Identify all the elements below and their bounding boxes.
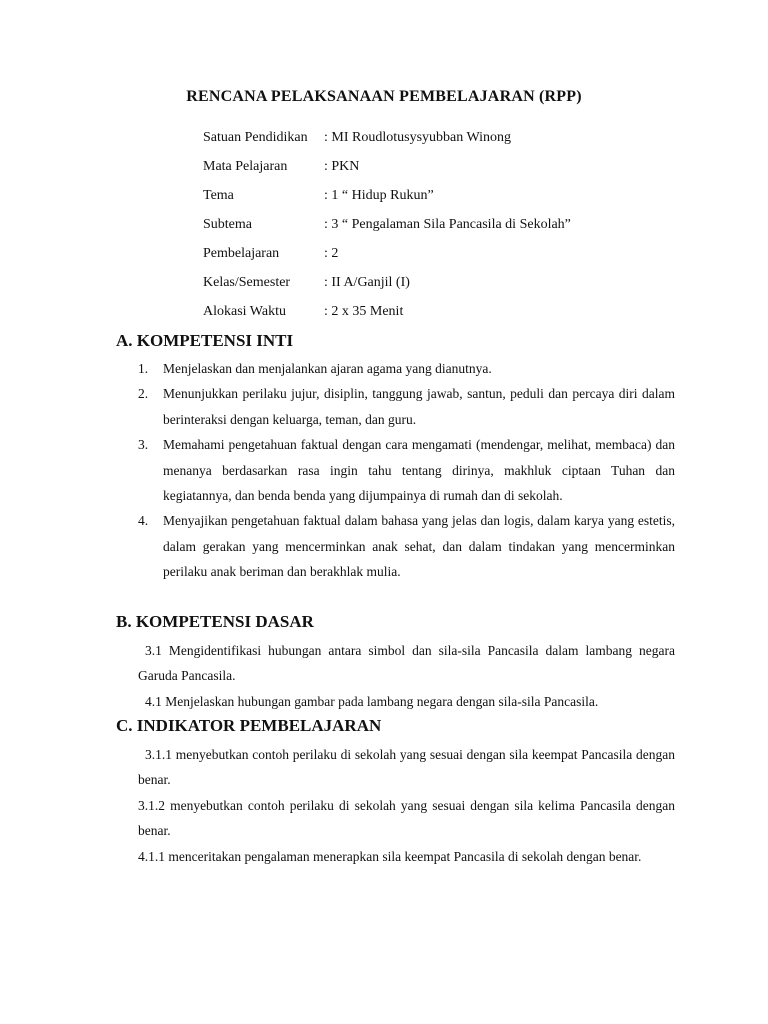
meta-row-alokasi-waktu [203, 301, 571, 330]
list-text: Memahami pengetahuan faktual dengan cara mengamati (mendengar, melihat, membaca) dan menanya berdasarkan rasa ingin tahu tentang dirinya, makhluk ciptaan Tuhan dan kegiatannya, dan benda benda yang dijumpainya di rumah dan di sekolah. [163, 437, 675, 504]
meta-row-kelas-semester [203, 272, 571, 301]
meta-label: Pembelajaran [203, 246, 280, 261]
meta-value: : 2 [324, 246, 339, 261]
list-text: Menjelaskan dan menjalankan ajaran agama yang dianutnya. [163, 361, 492, 376]
meta-label: Mata Pelajaran [203, 159, 288, 174]
meta-value: : MI Roudlotusysyubban Winong [324, 130, 512, 145]
list-text: Menunjukkan perilaku jujur, disiplin, tanggung jawab, santun, peduli dan percaya diri dalam berinteraksi dengan keluarga, teman, dan guru. [163, 386, 675, 427]
meta-row-mata-pelajaran [203, 156, 571, 185]
list-number: 2. [138, 386, 149, 402]
indikator-item: 3.1.2 menyebutkan contoh perilaku di sekolah yang sesuai dengan sila kelima Pancasila dengan benar. [138, 798, 675, 839]
meta-row-pembelajaran [203, 243, 571, 272]
list-text: Menyajikan pengetahuan faktual dalam bahasa yang jelas dan logis, dalam karya yang estetis, dalam gerakan yang mencerminkan anak sehat, dan dalam tindakan yang mencerminkan perilaku anak beriman dan berakhlak mulia. [163, 513, 675, 580]
meta-row-satuan-pendidikan [203, 127, 571, 156]
list-item [138, 356, 675, 381]
indikator-item: 4.1.1 menceritakan pengalaman menerapkan sila keempat Pancasila di sekolah dengan benar. [138, 849, 642, 864]
list-item [138, 432, 675, 508]
kompetensi-inti-list [138, 356, 675, 585]
page-title: RENCANA PELAKSANAAN PEMBELAJARAN (RPP) [186, 88, 582, 105]
list-item [138, 508, 675, 584]
meta-value: : II A/Ganjil (I) [324, 275, 410, 290]
indikator-item: 3.1.1 menyebutkan contoh perilaku di sekolah yang sesuai dengan sila keempat Pancasila dengan benar. [138, 747, 675, 788]
section-heading-indikator-pembelajaran: C. INDIKATOR PEMBELAJARAN [116, 716, 382, 735]
list-number: 1. [138, 361, 149, 376]
section-heading-kompetensi-inti: A. KOMPETENSI INTI [116, 331, 294, 350]
meta-value: : PKN [324, 159, 360, 174]
meta-value: : 1 “ Hidup Rukun” [324, 188, 434, 203]
meta-label: Subtema [203, 217, 252, 232]
list-number: 4. [138, 513, 149, 529]
meta-label: Kelas/Semester [203, 275, 291, 290]
meta-value: : 3 “ Pengalaman Sila Pancasila di Sekolah” [324, 217, 571, 232]
section-heading-kompetensi-dasar: B. KOMPETENSI DASAR [116, 612, 314, 631]
list-item [138, 381, 675, 432]
identity-table [203, 127, 571, 330]
kompetensi-dasar-item: 3.1 Mengidentifikasi hubungan antara simbol dan sila-sila Pancasila dalam lambang negara Garuda Pancasila. [138, 643, 675, 684]
meta-value: : 2 x 35 Menit [324, 304, 404, 319]
meta-label: Alokasi Waktu [203, 304, 286, 319]
meta-label: Satuan Pendidikan [203, 130, 308, 145]
kompetensi-dasar-item: 4.1 Menjelaskan hubungan gambar pada lambang negara dengan sila-sila Pancasila. [145, 694, 599, 709]
meta-label: Tema [203, 188, 234, 203]
meta-row-subtema [203, 214, 571, 243]
list-number: 3. [138, 437, 149, 453]
meta-row-tema [203, 185, 571, 214]
